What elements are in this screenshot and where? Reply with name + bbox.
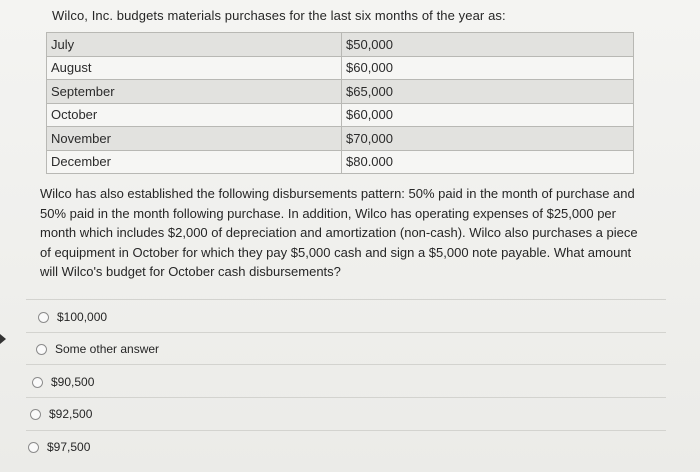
answer-option-100000[interactable] — [38, 310, 107, 324]
option-label: Some other answer — [55, 342, 160, 356]
amount-cell: $60,000 — [342, 103, 634, 127]
pointer-icon — [0, 334, 6, 344]
radio-button[interactable] — [32, 377, 43, 388]
answer-option-97500[interactable] — [28, 440, 90, 454]
answer-option-92500[interactable] — [30, 407, 92, 421]
option-label: $100,000 — [57, 310, 108, 324]
table-row — [47, 33, 634, 57]
amount-cell: $50,000 — [342, 33, 634, 57]
amount-cell: $80.000 — [342, 150, 634, 174]
amount-cell: $60,000 — [342, 56, 634, 80]
month-cell: December — [47, 150, 342, 174]
table-row — [47, 150, 634, 174]
radio-button[interactable] — [30, 409, 41, 420]
month-cell: September — [47, 80, 342, 104]
question-text: Wilco has also established the following disbursements pattern: 50% paid in the month of purchase and 50% paid in the month following purchase. In addition, Wilco has operating expenses of $25,000 per month which includes $2,000 of depreciation and amortization (non-cash). Wilco also purchases a piece of equipment in October for which they pay $5,000 cash and sign a $5,000 note payable. What amount will Wilco's budget for October cash disbursements? — [40, 186, 638, 279]
option-label: $97,500 — [47, 440, 91, 454]
answer-option-90500[interactable] — [32, 375, 94, 389]
option-label: $90,500 — [51, 375, 95, 389]
amount-cell: $70,000 — [342, 127, 634, 151]
month-cell: August — [47, 56, 342, 80]
divider — [26, 332, 666, 333]
table-row — [47, 56, 634, 80]
radio-button[interactable] — [28, 442, 39, 453]
budget-table — [46, 32, 634, 174]
radio-button[interactable] — [38, 312, 49, 323]
answer-option-some-other[interactable] — [36, 342, 159, 356]
radio-button[interactable] — [36, 344, 47, 355]
option-label: $92,500 — [49, 407, 93, 421]
month-cell: July — [47, 33, 342, 57]
intro-text: Wilco, Inc. budgets materials purchases for the last six months of the year as: — [52, 8, 506, 23]
month-cell: October — [47, 103, 342, 127]
divider — [26, 364, 666, 365]
month-cell: November — [47, 127, 342, 151]
table-row — [47, 103, 634, 127]
divider — [26, 397, 666, 398]
table-row — [47, 127, 634, 151]
table-row — [47, 80, 634, 104]
divider — [26, 299, 666, 300]
divider — [26, 430, 666, 431]
amount-cell: $65,000 — [342, 80, 634, 104]
